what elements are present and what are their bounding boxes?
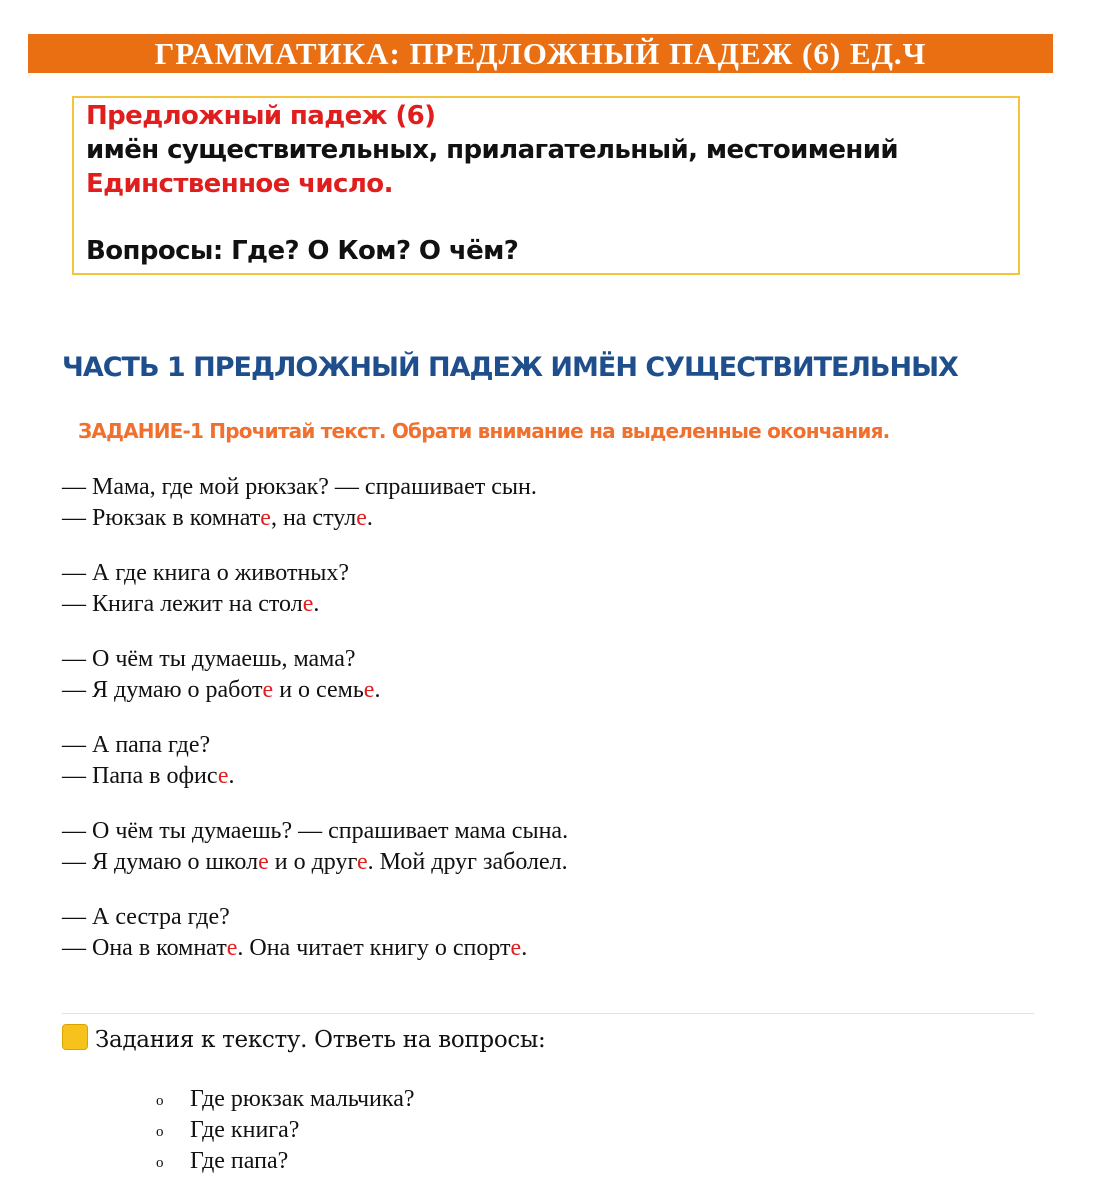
dialogue-line [62,761,568,792]
dialogue-segment: — Я думаю о школ [62,849,259,875]
dialogue-line [62,933,568,964]
info-number: Единственное число. [86,169,393,199]
dialogue-segment: . [521,935,528,961]
question-item [156,1115,415,1146]
dialogue-line [62,472,568,503]
dialogue-segment: . [366,505,373,531]
dialogue-segment: — А где книга о животных? [62,560,350,586]
circle-bullet-icon: o [156,1155,164,1171]
dialogue-segment: — Рюкзак в комнат [62,505,261,531]
highlighted-ending: е [262,677,274,703]
highlighted-ending: е [363,677,375,703]
dialogue-line [62,902,568,933]
highlighted-ending: е [357,849,368,875]
dialogue-segment: — Я думаю о работ [62,677,263,703]
questions-list [156,1084,415,1177]
dialogue-line [62,644,568,675]
dialogue-line [62,847,568,878]
dialogue-segment: . [313,591,320,617]
section-divider [62,1013,1034,1014]
dialogue-segment: — Книга лежит на стол [62,591,303,617]
dialogue-line [62,503,568,534]
dialogue-segment: — Она в комнат [62,935,227,961]
task-1-heading: ЗАДАНИЕ-1 Прочитай текст. Обрати внимание на выделенные окончания. [78,419,890,443]
dialogue-line [62,558,568,589]
info-parts-of-speech: имён существительных, прилагательный, местоимений [86,135,899,165]
highlighted-ending: е [356,505,367,531]
grammar-info-box [72,96,1020,275]
dialogue-segment: — Мама, где мой рюкзак? — спрашивает сын. [62,474,537,500]
dialogue-segment: и о семь [273,677,364,703]
highlighted-ending: е [226,935,238,961]
questions-header [62,1023,545,1057]
dialogue-segment: . Она читает книгу о спорт [237,935,511,961]
circle-bullet-icon: o [156,1093,164,1109]
dialogue-segment: , на стул [270,505,357,531]
dialogue-segment: и о друг [268,849,358,875]
highlighted-ending: е [258,849,269,875]
highlighted-ending: е [260,505,271,531]
highlighted-ending: е [217,763,229,789]
dialogue-segment: — Папа в офис [62,763,218,789]
dialogue-segment: — О чём ты думаешь? — спрашивает мама сына. [62,818,569,844]
question-item [156,1084,415,1115]
dialogue-segment: — А папа где? [62,732,211,758]
dialogue-line [62,730,568,761]
dialogue-line [62,589,568,620]
dialogue-segment: . [374,677,381,703]
circle-bullet-icon: o [156,1124,164,1140]
question-item [156,1146,415,1177]
dialogue-text [62,472,568,964]
info-questions: Вопросы: Где? О Ком? О чём? [86,236,519,266]
dialogue-segment: . Мой друг заболел. [367,849,568,875]
dialogue-line [62,675,568,706]
questions-label: Задания к тексту. Ответь на вопросы: [95,1027,546,1053]
question-text: Где рюкзак мальчика? [190,1086,415,1112]
question-text: Где папа? [190,1148,289,1174]
dialogue-line [62,816,568,847]
part-1-heading: ЧАСТЬ 1 ПРЕДЛОЖНЫЙ ПАДЕЖ ИМЁН СУЩЕСТВИТЕЛЬНЫХ [62,352,958,383]
page-banner: ГРАММАТИКА: ПРЕДЛОЖНЫЙ ПАДЕЖ (6) ЕД.Ч [28,34,1053,73]
info-case-title: Предложный падеж (6) [86,101,436,131]
sticky-note-icon [62,1024,88,1050]
dialogue-segment: — О чём ты думаешь, мама? [62,646,356,672]
question-text: Где книга? [190,1117,300,1143]
dialogue-segment: . [228,763,235,789]
highlighted-ending: е [302,591,314,617]
dialogue-segment: — А сестра где? [62,904,230,930]
highlighted-ending: е [510,935,522,961]
